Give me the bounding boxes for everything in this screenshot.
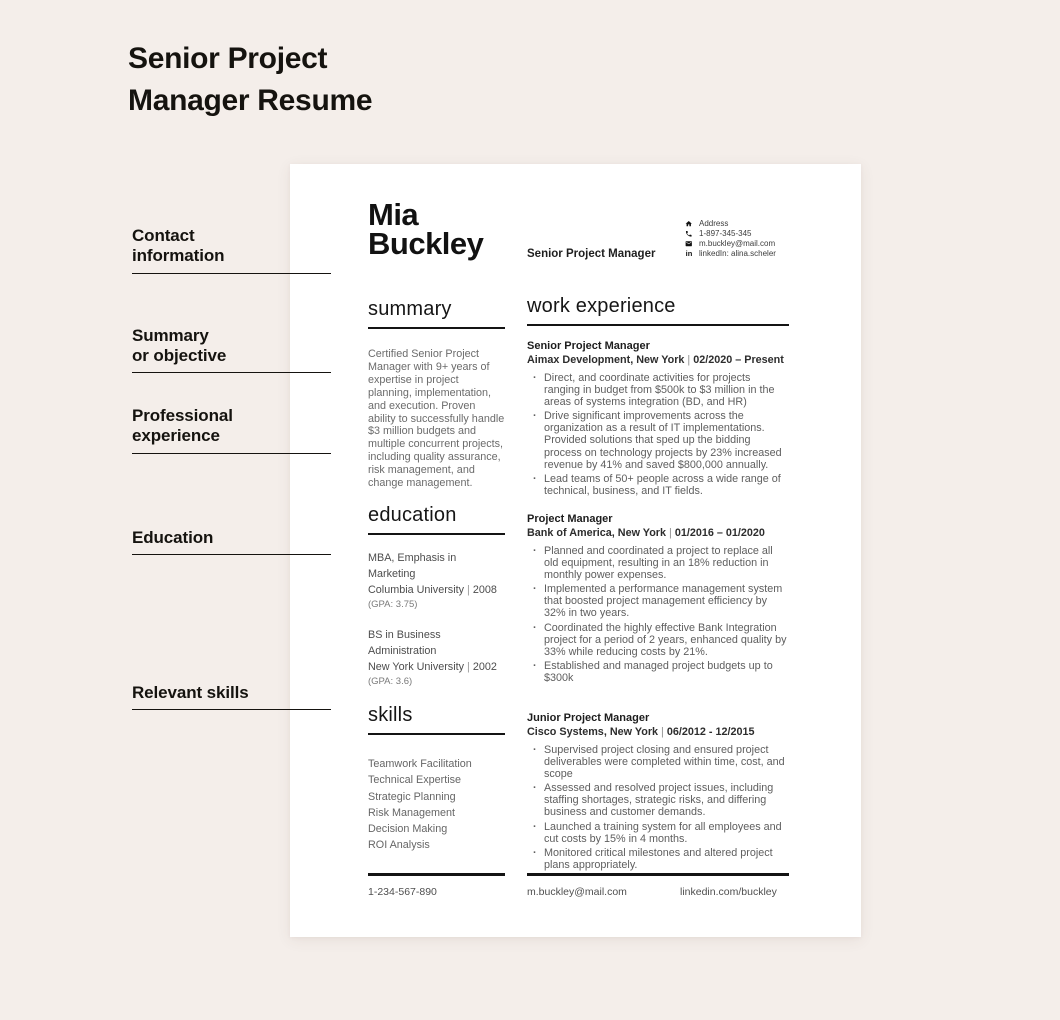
job-bullets <box>527 372 789 497</box>
contact-address-text: Address <box>699 219 729 228</box>
job-entry <box>527 512 789 684</box>
education-gpa: (GPA: 3.6) <box>368 675 413 687</box>
skill-item: Decision Making <box>368 823 448 836</box>
job-bullet: · Direct, and coordinate activities for projects ranging in budget from $500k to $3 million in the areas of systems integration (BD, and HR) <box>527 372 789 408</box>
separator: | <box>661 725 664 738</box>
job-company-dates <box>527 526 789 540</box>
linkedin-icon: in <box>685 249 693 258</box>
job-bullet: · Implemented a performance management system that boosted project management efficiency by 32% in two years. <box>527 583 789 619</box>
name-line: Mia <box>368 197 419 232</box>
contact-linkedin-text: linkedIn: alina.scheler <box>699 249 776 258</box>
contact-phone-row <box>685 229 776 239</box>
annotation-label: information <box>132 246 225 265</box>
separator: | <box>467 583 470 596</box>
education-school-line <box>368 582 505 598</box>
annotation-label: Contact <box>132 226 195 245</box>
job-bullet: · Established and managed project budgets up to $300k <box>527 660 789 684</box>
job-dates: 06/2012 - 12/2015 <box>666 725 755 738</box>
education-gpa: (GPA: 3.75) <box>368 598 418 610</box>
work-experience-heading: work experience <box>527 295 789 326</box>
page-title-line: Senior Project <box>128 42 328 75</box>
education-year: 2002 <box>472 660 497 673</box>
resume-name <box>368 197 484 261</box>
home-icon <box>685 220 693 228</box>
separator: | <box>467 660 470 673</box>
footer-divider-right <box>527 873 789 876</box>
annotation-summary-or-objective <box>132 326 331 373</box>
resume-paper <box>290 164 861 937</box>
education-heading: education <box>368 504 505 535</box>
annotation-contact-information <box>132 226 331 274</box>
job-company: Bank of America, New York <box>527 526 667 539</box>
education-degree: MBA, Emphasis in Marketing <box>368 551 457 580</box>
separator: | <box>687 354 691 366</box>
annotation-label: or objective <box>132 346 227 365</box>
job-bullet: · Lead teams of 50+ people across a wide range of technical, business, and IT fields. <box>527 473 789 497</box>
name-line: Buckley <box>368 226 484 261</box>
job-bullet: · Drive significant improvements across the organization as a result of IT implementations. Provided solutions that sped up the bidding process on technology projects by 23% increased revenue by 41% and saved $800,000 annually. <box>527 410 789 470</box>
skill-item: Technical Expertise <box>368 774 462 787</box>
skills-list <box>368 756 505 854</box>
education-degree: BS in Business Administration <box>368 628 441 657</box>
job-bullet: · Planned and coordinated a project to replace all old equipment, resulting in an 18% reduction in monthly power expenses. <box>527 545 789 581</box>
contact-block <box>685 219 776 259</box>
contact-phone-text: 1-897-345-345 <box>699 229 752 238</box>
resume-job-title: Senior Project Manager <box>527 248 656 260</box>
footer-phone: 1-234-567-890 <box>368 886 437 898</box>
page-title-line: Manager Resume <box>128 84 373 117</box>
skills-heading: skills <box>368 704 505 735</box>
contact-linkedin-row <box>685 249 776 259</box>
job-entry <box>527 711 789 871</box>
contact-email-row <box>685 239 776 249</box>
education-entry <box>368 550 505 611</box>
contact-email-text: m.buckley@mail.com <box>699 239 776 248</box>
summary-heading: summary <box>368 298 505 329</box>
footer-linkedin: linkedin.com/buckley <box>680 886 777 898</box>
annotation-label: Relevant skills <box>132 683 249 702</box>
job-title: Senior Project Manager <box>527 340 650 352</box>
page-title <box>128 38 372 122</box>
education-year: 2008 <box>472 583 497 596</box>
footer-email: m.buckley@mail.com <box>527 886 627 898</box>
annotation-education <box>132 528 331 555</box>
job-company: Cisco Systems, New York <box>527 725 659 738</box>
job-entry <box>527 339 789 497</box>
annotation-label: Professional <box>132 406 233 425</box>
education-school: New York University <box>368 660 465 673</box>
skill-item: Teamwork Facilitation <box>368 757 472 770</box>
job-bullet: · Launched a training system for all employees and cut costs by 15% in 4 months. <box>527 821 789 845</box>
footer-divider-left <box>368 873 505 876</box>
annotation-relevant-skills <box>132 683 331 710</box>
job-company-dates <box>527 353 789 367</box>
education-school: Columbia University <box>368 583 465 596</box>
resume-right-column <box>527 295 789 873</box>
contact-address-row <box>685 219 776 229</box>
job-bullets <box>527 744 789 871</box>
job-title: Junior Project Manager <box>527 711 650 724</box>
resume-left-column <box>368 298 505 854</box>
job-company-dates <box>527 725 789 739</box>
education-school-line <box>368 659 505 675</box>
mail-icon <box>685 240 693 248</box>
summary-text: Certified Senior Project Manager with 9+ years of expertise in project planning, implementation, and execution. Proven ability to successfully handle $3 million budgets and multiple concurrent projects, including quality assurance, risk management, and change management. <box>368 348 505 490</box>
phone-icon <box>685 230 693 238</box>
job-company: Aimax Development, New York <box>527 354 685 366</box>
annotation-label: Summary <box>132 326 209 345</box>
skill-item: ROI Analysis <box>368 839 430 852</box>
annotation-professional-experience <box>132 406 331 454</box>
job-bullet: · Coordinated the highly effective Bank Integration project for a period of 2 years, enhanced quality by 33% while reducing costs by 21%. <box>527 622 789 658</box>
skill-item: Strategic Planning <box>368 790 456 803</box>
education-entry <box>368 627 505 688</box>
annotation-label: Education <box>132 528 214 547</box>
job-title: Project Manager <box>527 512 613 525</box>
job-bullet: · Assessed and resolved project issues, including staffing shortages, strategic risks, and differing business and customer demands. <box>527 782 789 818</box>
job-bullets <box>527 545 789 684</box>
separator: | <box>669 526 672 539</box>
skill-item: Risk Management <box>368 806 456 819</box>
annotation-label: experience <box>132 426 220 445</box>
job-bullet: · Supervised project closing and ensured project deliverables were completed within time, cost, and scope <box>527 744 789 780</box>
job-dates: 02/2020 – Present <box>693 354 784 366</box>
job-dates: 01/2016 – 01/2020 <box>674 526 765 539</box>
job-bullet: · Monitored critical milestones and altered project plans appropriately. <box>527 847 789 871</box>
